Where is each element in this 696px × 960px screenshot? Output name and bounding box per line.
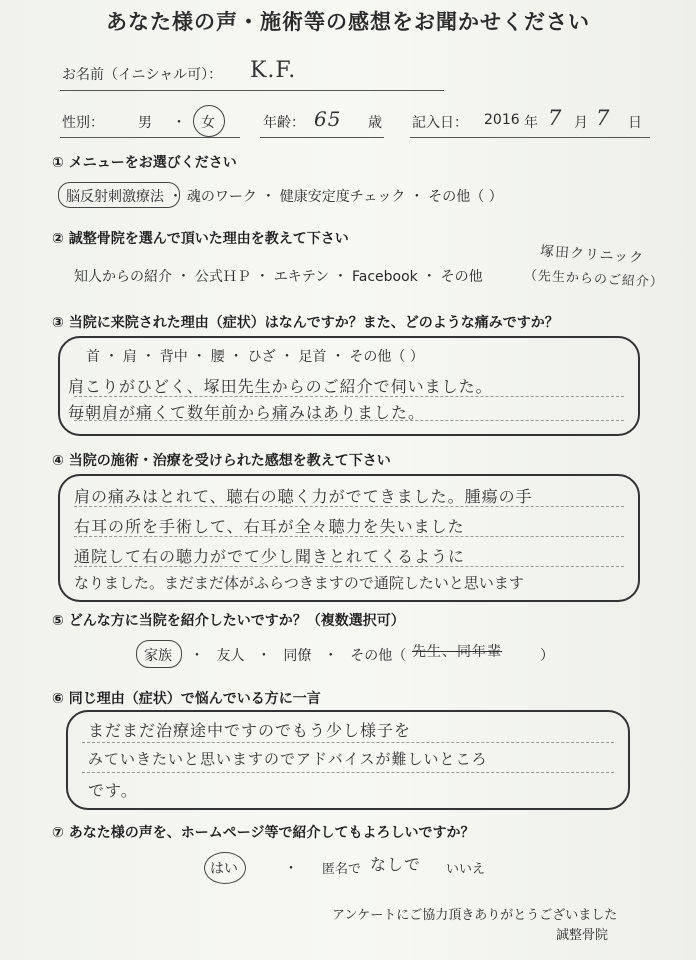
age-value: 65 (314, 107, 342, 131)
q7-yes: はい (210, 861, 238, 877)
age-unit: 歳 (368, 115, 382, 131)
q6-answer-line: です。 (88, 781, 138, 800)
q7-separator: ・ (284, 861, 298, 877)
q6-answer-line: まだまだ治療途中ですのでもう少し様子を (88, 721, 412, 740)
q7-anonymous: 匿名で (322, 862, 362, 877)
date-month-unit: 月 (574, 115, 588, 131)
date-label: 記入日： (412, 115, 468, 131)
q3-answer-line: 肩こりがひどく、塚田先生からのご紹介で伺いました。 (68, 377, 493, 396)
q4-heading: ④ 当院の施術・治療を受けられた感想を教えて下さい (52, 453, 391, 469)
q7-anonymous-value: なしで (370, 855, 422, 874)
q5-options-rest: ・ 友人 ・ 同僚 ・ その他（ (190, 648, 407, 664)
q3-answer-line: 毎朝肩が痛くて数年前から痛みはありました。 (68, 403, 426, 422)
q2-options: 知人からの紹介 ・ 公式ＨＰ ・ エキテン ・ Facebook ・ その他 (74, 269, 483, 285)
q3-options: 首 ・ 肩 ・ 背中 ・ 腰 ・ ひざ ・ 足首 ・ その他（ ） (86, 349, 424, 365)
gender-male: 男 (138, 115, 152, 131)
q2-note-line2: （先生からのご紹介） (523, 268, 665, 291)
date-day-unit: 日 (628, 115, 642, 131)
date-month: 7 (548, 106, 563, 130)
date-year-unit: 年 (524, 115, 538, 131)
gender-label: 性別： (62, 115, 104, 131)
q6-answer-line: みていきたいと思いますのでアドバイスが難しいところ (88, 750, 488, 768)
footer-clinic: 誠整骨院 (556, 928, 609, 943)
gender-separator: ・ (172, 115, 186, 131)
q7-no: いいえ (446, 862, 486, 877)
name-value: K.F. (250, 58, 297, 83)
q4-answer-line: 右耳の所を手術して、右耳が全々聴力を失いました (74, 517, 465, 536)
q2-heading: ② 誠整骨院を選んで頂いた理由を教えて下さい (52, 231, 349, 247)
q5-close-paren: ） (540, 648, 554, 664)
age-label: 年齢： (263, 115, 305, 131)
q7-heading: ⑦ あなた様の声を、ホームページ等で紹介してもよろしいですか？ (52, 825, 475, 841)
q6-ruled-line (82, 772, 614, 774)
gender-female: 女 (201, 115, 215, 131)
q1-options: 脳反射刺激療法 ・ 魂のワーク ・ 健康安定度チェック ・ その他（ ） (66, 189, 503, 205)
q5-option-family: 家族 (144, 648, 172, 664)
gender-underline (60, 137, 240, 138)
date-underline (410, 137, 650, 138)
age-underline (260, 137, 384, 138)
q6-ruled-line (82, 742, 614, 744)
q4-answer-box (58, 474, 640, 602)
q5-heading: ⑤ どんな方に当院を紹介したいですか？（複数選択可） (52, 613, 405, 629)
q6-heading: ⑥ 同じ理由（症状）で悩んでいる方に一言 (52, 691, 321, 707)
footer-thanks: アンケートにご協力頂きありがとうございました (332, 908, 618, 923)
page-title: あなた様の声・施術等の感想をお聞かせください (106, 10, 590, 34)
name-underline (60, 90, 444, 91)
q5-other-value: 先生、同年輩 (412, 644, 502, 660)
q4-answer-line: 通院して右の聴力がでて少し聞きとれてくるように (74, 547, 466, 566)
q2-note-line1: 塚田クリニック (539, 243, 645, 267)
q1-heading: ① メニューをお選びください (52, 155, 237, 171)
name-label: お名前（イニシャル可）： (62, 67, 223, 83)
date-day: 7 (596, 106, 611, 130)
q4-answer-line: なりました。まだまだ体がふらつきますので通院したいと思います (74, 574, 524, 592)
q6-answer-box (66, 710, 630, 810)
q4-answer-line: 肩の痛みはとれて、聴右の聴く力がでてきました。腫瘍の手 (74, 487, 533, 506)
date-year: 2016 (484, 112, 520, 128)
q3-heading: ③ 当院に来院された理由（症状）はなんですか？また、どのような痛みですか？ (52, 315, 559, 331)
q3-answer-box (58, 336, 640, 436)
